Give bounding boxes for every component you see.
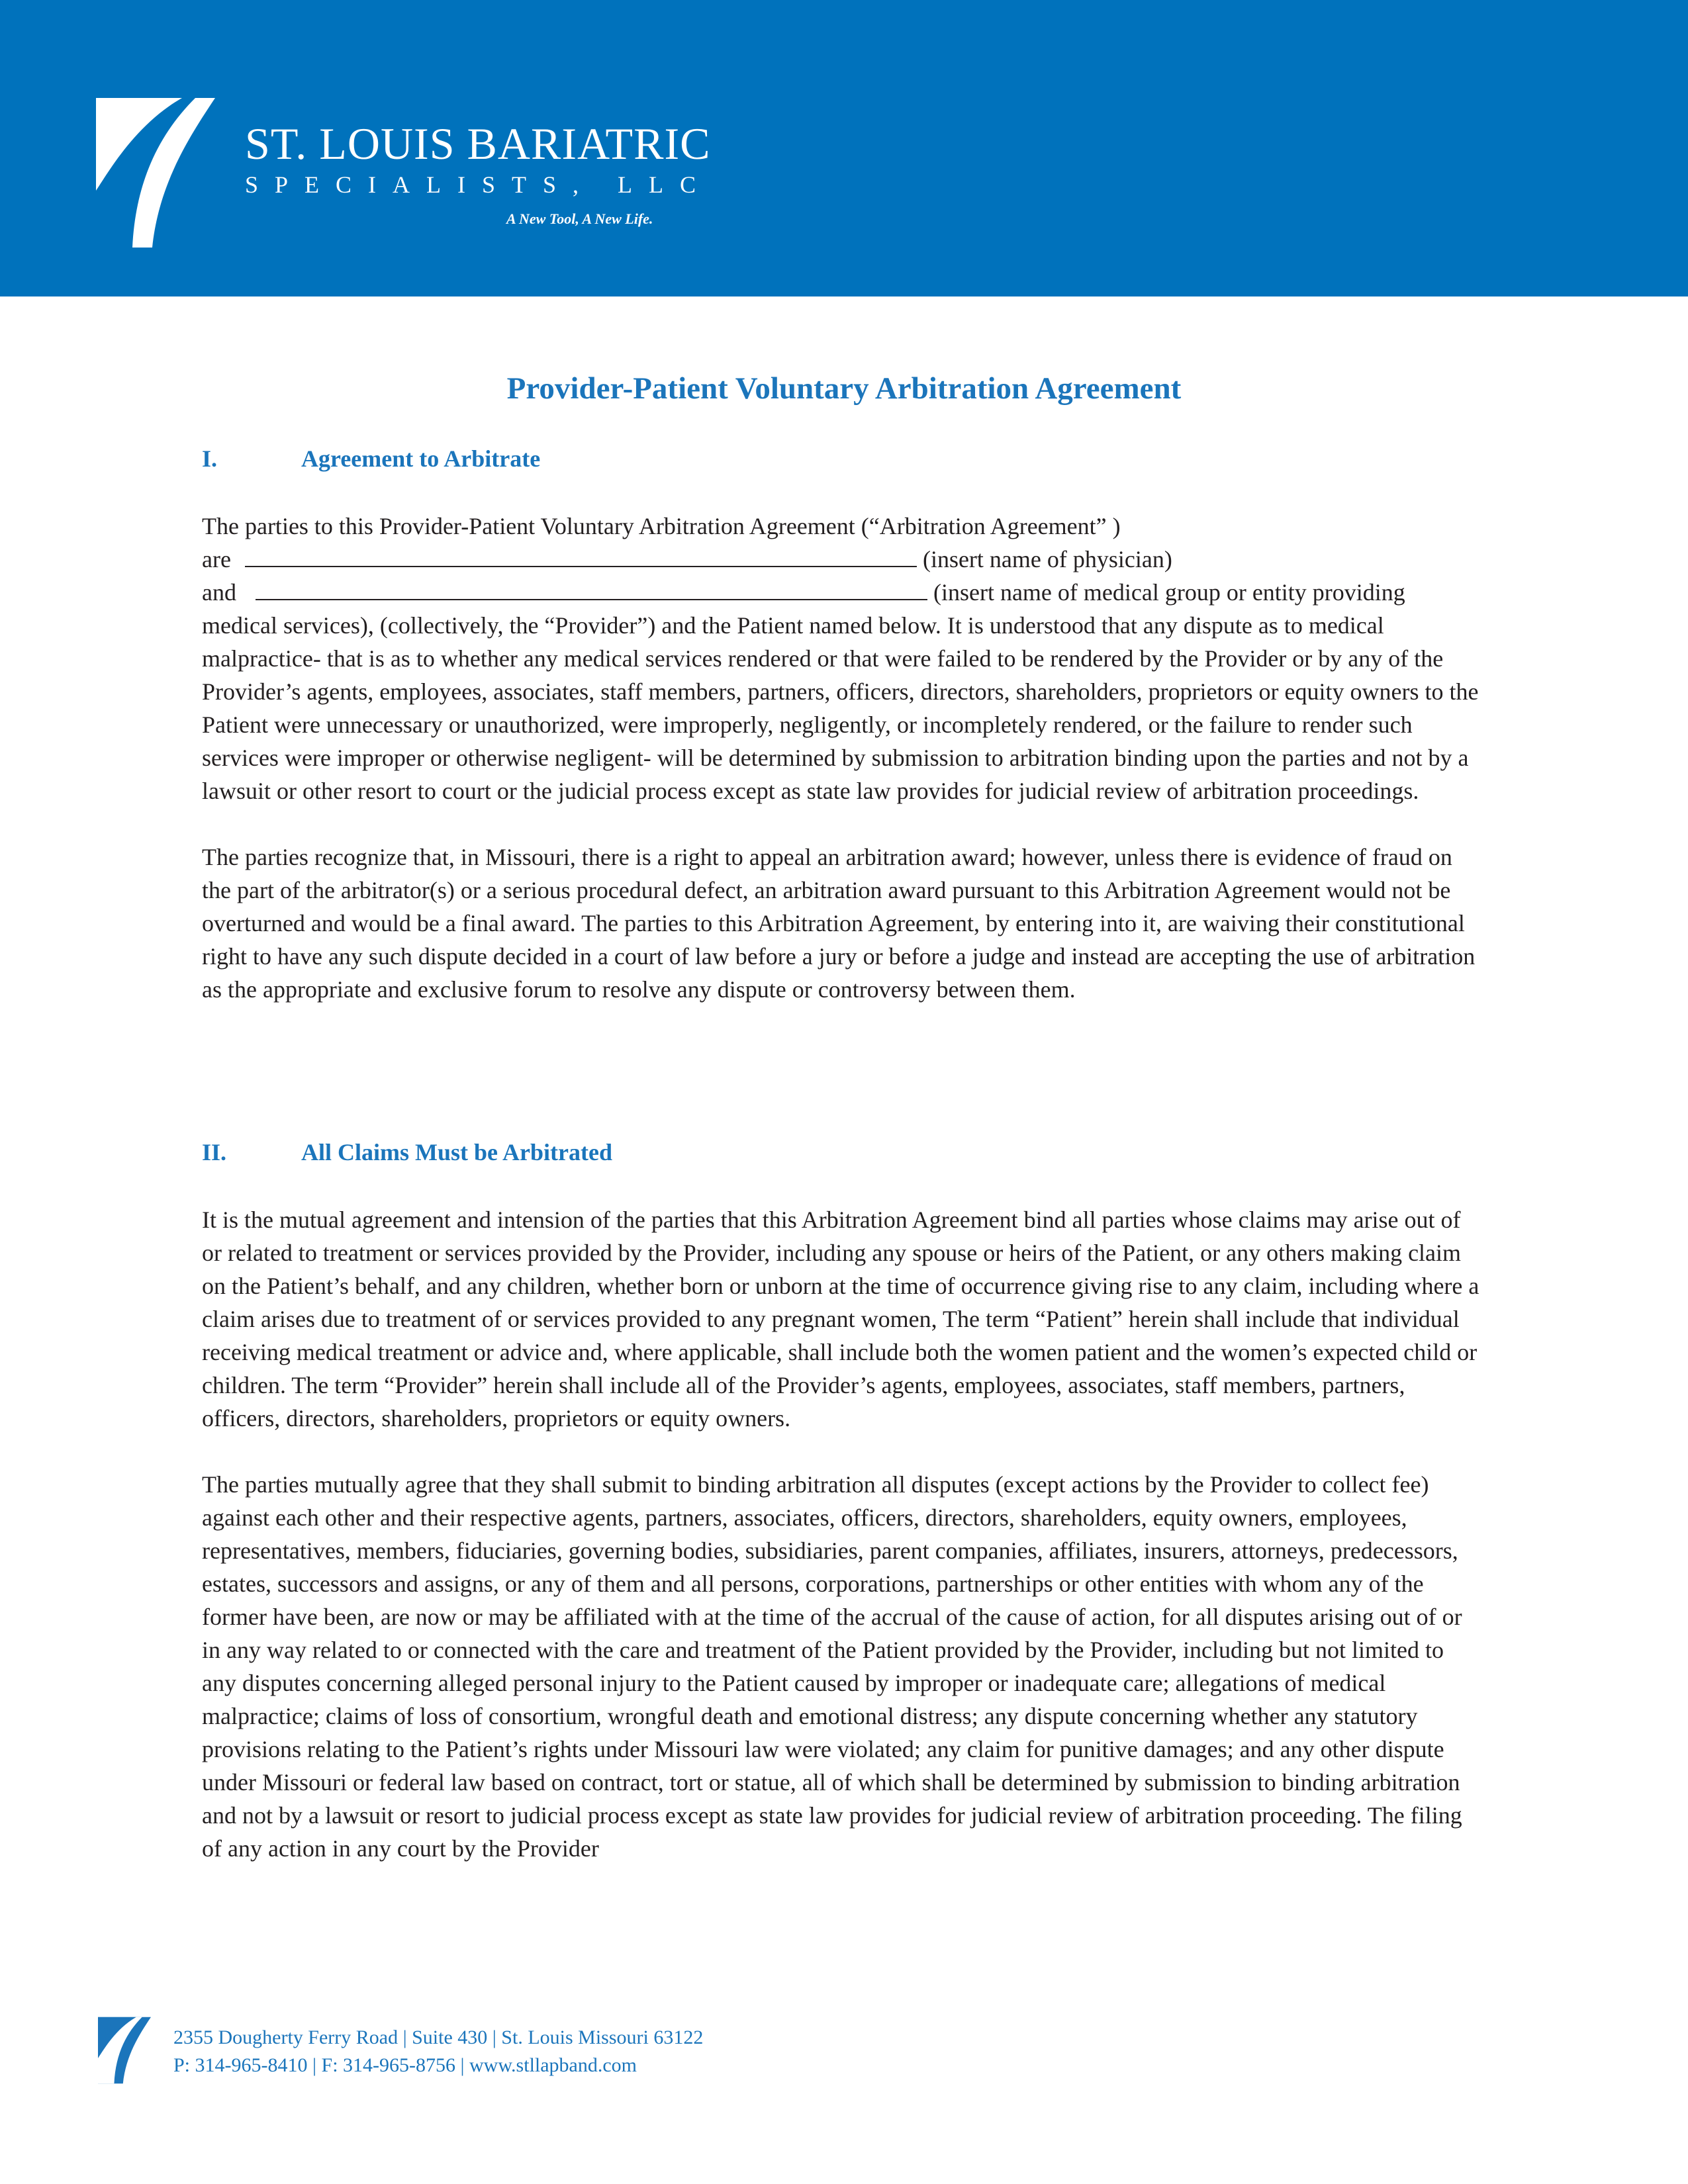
swoosh-logo-icon [96, 98, 215, 248]
are-label: are [202, 546, 231, 572]
physician-line [202, 543, 1479, 576]
physician-name-blank[interactable] [245, 546, 917, 567]
brand-subtitle: SPECIALISTS, LLC [245, 171, 713, 198]
medical-group-hint: (insert name of medical group or entity providing [933, 579, 1405, 606]
section-2-body [202, 1203, 1479, 1865]
section-1-title: Agreement to Arbitrate [301, 445, 541, 472]
section-2-paragraph-1: It is the mutual agreement and intension of the parties that this Arbitration Agreement bind all parties whose claims may arise out of or related to treatment or services provided by the Provider, including any spouse or heirs of the Patient, or any others making claim on the Patient’s behalf, and any children, whether born or unborn at the time of occurrence giving rise to any claim, including where a claim arises due to treatment of or services provided to any pregnant women, The term “Patient” herein shall include that individual receiving medical treatment or advice and, where applicable, shall include both the women patient and the women’s expected child or children. The term “Provider” herein shall include all of the Provider’s agents, employees, associates, staff members, partners, officers, directors, shareholders, proprietors or equity owners. [202, 1206, 1479, 1432]
and-label: and [202, 579, 236, 606]
section-1-intro-line: The parties to this Provider-Patient Voluntary Arbitration Agreement (“Arbitration Agreement” ) [202, 513, 1121, 539]
footer-logo-icon [98, 2015, 151, 2085]
section-2-paragraph-2: The parties mutually agree that they shall submit to binding arbitration all disputes (except actions by the Provider to collect fee) against each other and their respective agents, partners, associates, officers, directors, shareholders, equity owners, employees, representatives, members, fiduciaries, governing bodies, subsidiaries, parent companies, affiliates, insurers, attorneys, predecessors, estates, successors and assigns, or any of them and all persons, corporations, partnerships or other entities with whom any of the former have been, are now or may be affiliated with at the time of the accrual of the cause of action, for all disputes arising out of or in any way related to or connected with the care and treatment of the Patient provided by the Provider, including but not limited to any disputes concerning alleged personal injury to the Patient caused by improper or inadequate care; allegations of medical malpractice; claims of loss of consortium, wrongful death and emotional distress; any dispute concerning whether any statutory provisions relating to the Patient’s rights under Missouri law were violated; any claim for punitive damages; and any other dispute under Missouri or federal law based on contract, tort or statue, all of which shall be determined by submission to binding arbitration and not by a lawsuit or resort to judicial process except as state law provides for judicial review of arbitration proceeding. The filing of any action in any court by the Provider [202, 1471, 1462, 1862]
medical-group-line [202, 576, 1479, 609]
section-1-number: I. [202, 445, 218, 472]
brand-tagline: A New Tool, A New Life. [506, 210, 653, 227]
footer-contact [173, 2024, 703, 2079]
section-1-paragraph-1: medical services), (collectively, the “Provider”) and the Patient named below. It is understood that any dispute as to medical malpractice- that is as to whether any medical services rendered or that were failed to be rendered by the Provider or by any of the Provider’s agents, employees, associates, staff members, partners, officers, directors, shareholders, proprietors or equity owners to the Patient were unnecessary or unauthorized, were improperly, negligently, or incompletely rendered, or the failure to render such services were improper or otherwise negligent- will be determined by submission to arbitration binding upon the parties and not by a lawsuit or other resort to court or the judicial process except as state law provides for judicial review of arbitration proceedings. [202, 612, 1479, 804]
section-2-heading [202, 1138, 612, 1166]
footer-address: 2355 Dougherty Ferry Road | Suite 430 | St. Louis Missouri 63122 [173, 2026, 704, 2048]
section-1-paragraph-2: The parties recognize that, in Missouri, there is a right to appeal an arbitration award; however, unless there is evidence of fraud on the part of the arbitrator(s) or a serious procedural defect, an arbitration award pursuant to this Arbitration Agreement would not be overturned and would be a final award. The parties to this Arbitration Agreement, by entering into it, are waiving their constitutional right to have any such dispute decided in a court of law before a jury or before a judge and instead are accepting the use of arbitration as the appropriate and exclusive forum to resolve any dispute or controversy between them. [202, 844, 1476, 1003]
physician-hint: (insert name of physician) [922, 546, 1172, 572]
brand-name: ST. LOUIS BARIATRIC [245, 118, 711, 169]
medical-group-blank[interactable] [256, 579, 927, 600]
header-banner [0, 0, 1688, 296]
section-1-heading [202, 445, 540, 473]
footer-phone-web: P: 314-965-8410 | F: 314-965-8756 | www.stllapband.com [173, 2054, 637, 2076]
section-2-number: II. [202, 1139, 227, 1165]
section-2-title: All Claims Must be Arbitrated [301, 1139, 612, 1165]
section-1-body [202, 510, 1479, 1006]
document-title: Provider-Patient Voluntary Arbitration Agreement [506, 371, 1182, 406]
